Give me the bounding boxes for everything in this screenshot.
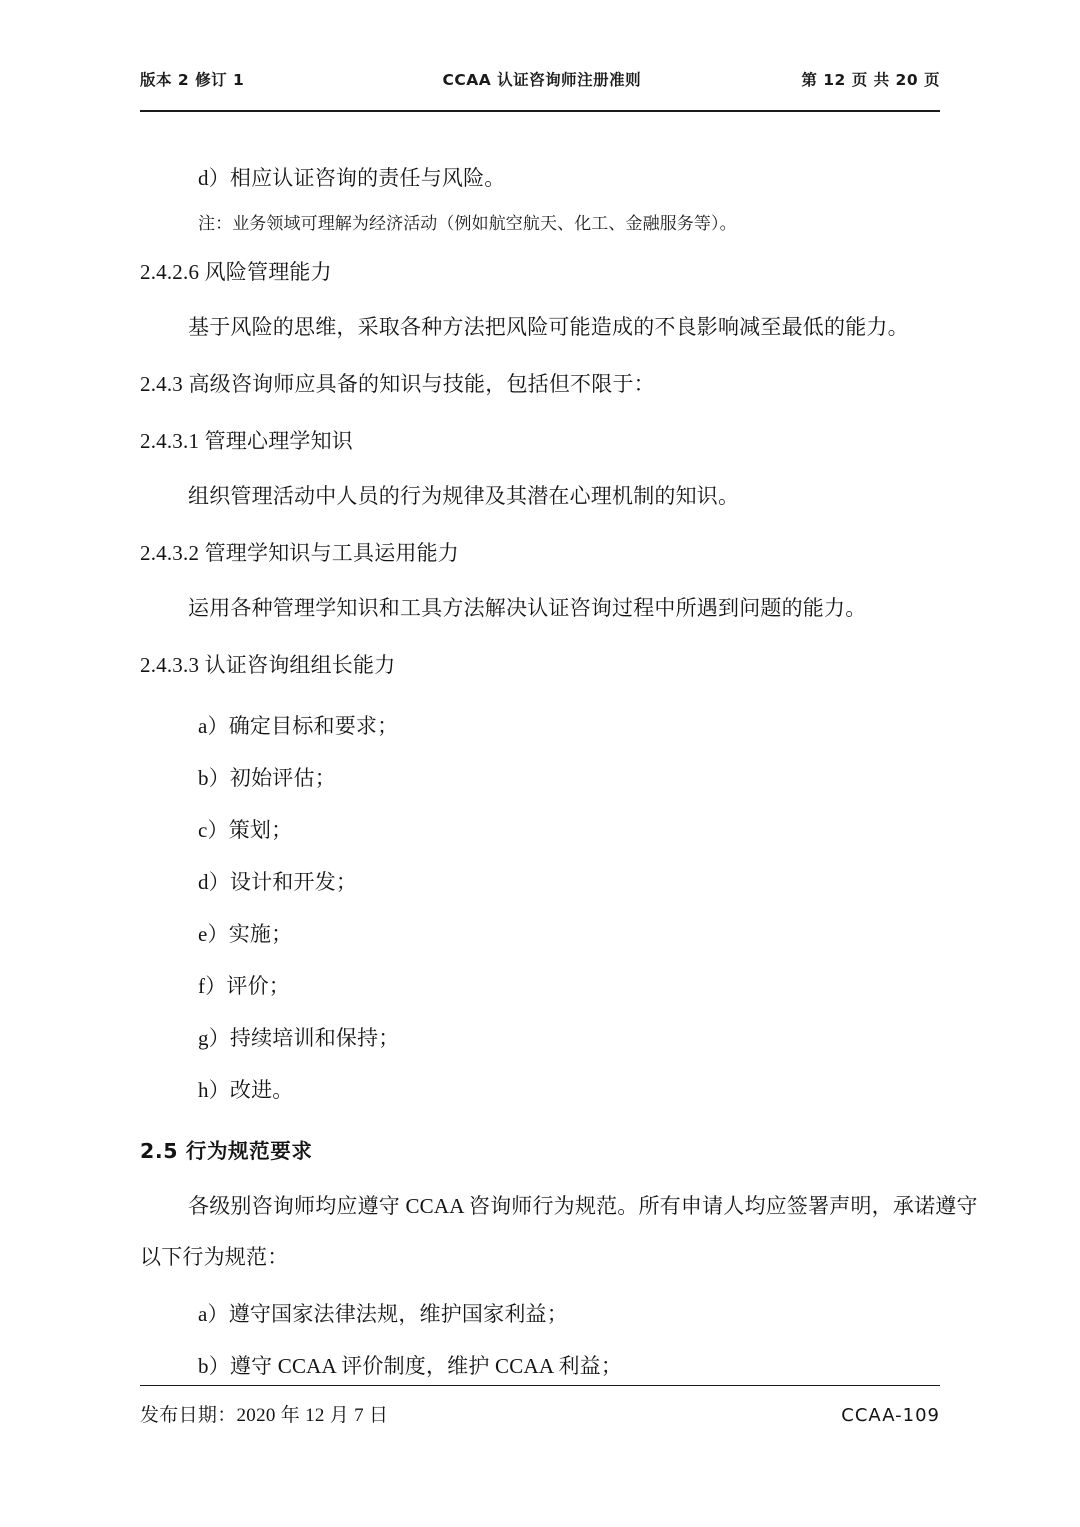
list-item: c）策划； <box>198 818 293 842</box>
page-header <box>140 68 940 90</box>
list-item: h）改进。 <box>198 1078 294 1102</box>
document-body <box>140 140 978 1378</box>
list-item: f）评价； <box>198 974 290 998</box>
header-divider <box>140 110 940 112</box>
paragraph-item-d: d）相应认证咨询的责任与风险。 <box>198 166 506 190</box>
paragraph-2-5-line-1: 各级别咨询师均应遵守 CCAA 咨询师行为规范。所有申请人均应签署声明，承诺遵守 <box>188 1193 978 1218</box>
footer-divider <box>140 1385 940 1386</box>
heading-2-4-3-3: 2.4.3.3 认证咨询组组长能力 <box>140 653 396 677</box>
list-item: a）确定目标和要求； <box>198 714 399 738</box>
heading-2-4-2-6: 2.4.2.6 风险管理能力 <box>140 260 332 284</box>
paragraph-note: 注：业务领域可理解为经济活动（例如航空航天、化工、金融服务等）。 <box>198 214 737 233</box>
paragraph-2-4-3-2: 运用各种管理学知识和工具方法解决认证咨询过程中所遇到问题的能力。 <box>188 596 867 620</box>
list-item: g）持续培训和保持； <box>198 1026 400 1050</box>
header-version: 版本 2 修订 1 <box>140 71 245 89</box>
header-page-number: 第 12 页 共 20 页 <box>801 71 940 89</box>
paragraph-2-5-line-2: 以下行为规范： <box>140 1244 289 1269</box>
paragraph-2-4-3-1: 组织管理活动中人员的行为规律及其潜在心理机制的知识。 <box>188 484 740 508</box>
header-title: CCAA 认证咨询师注册准则 <box>442 71 642 89</box>
list-item: b）初始评估； <box>198 766 336 790</box>
footer-issue-date: 发布日期：2020 年 12 月 7 日 <box>140 1405 389 1426</box>
list-item: d）设计和开发； <box>198 870 358 894</box>
list-item: b）遵守 CCAA 评价制度，维护 CCAA 利益； <box>198 1353 623 1378</box>
heading-2-5: 2.5 行为规范要求 <box>140 1139 313 1163</box>
paragraph-2-4-2-6: 基于风险的思维，采取各种方法把风险可能造成的不良影响减至最低的能力。 <box>188 315 909 339</box>
footer-doc-code: CCAA-109 <box>841 1405 940 1426</box>
heading-2-4-3: 2.4.3 高级咨询师应具备的知识与技能，包括但不限于： <box>140 372 655 396</box>
heading-2-4-3-2: 2.4.3.2 管理学知识与工具运用能力 <box>140 541 459 565</box>
list-item: a）遵守国家法律法规，维护国家利益； <box>198 1301 568 1326</box>
list-item: e）实施； <box>198 922 293 946</box>
page-footer <box>140 1400 940 1427</box>
heading-2-4-3-1: 2.4.3.1 管理心理学知识 <box>140 429 353 453</box>
